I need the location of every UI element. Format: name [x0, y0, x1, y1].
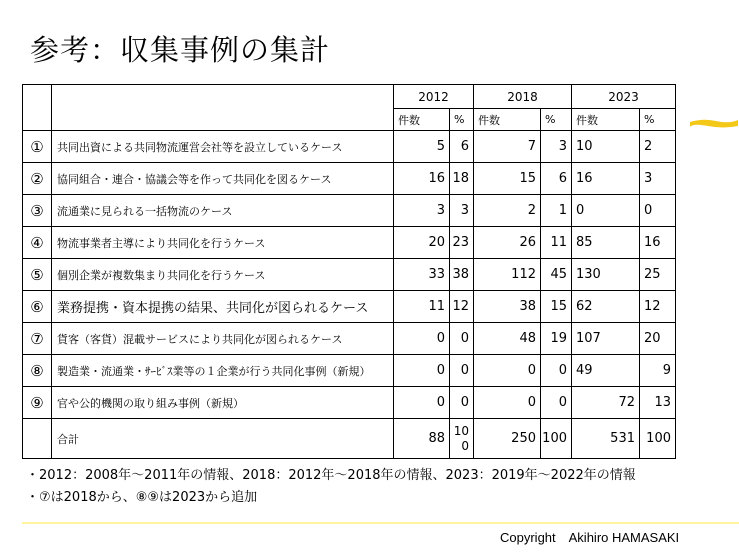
row-number: ⑧: [23, 355, 52, 387]
footnote-period: ・2012：2008年～2011年の情報、2018：2012年～2018年の情報、2023：2019年～2022年の情報: [26, 468, 636, 483]
value-cell: 112: [474, 259, 541, 291]
copyright: Copyright Akihiro HAMASAKI: [500, 530, 680, 545]
value-cell: 107: [572, 323, 640, 355]
value-cell: 15: [541, 291, 572, 323]
corner-cell: [23, 85, 52, 131]
table-row: [23, 163, 676, 195]
value-cell: 23: [450, 227, 474, 259]
table-row: [23, 259, 676, 291]
table-row: [23, 227, 676, 259]
value-cell: 0: [450, 355, 474, 387]
pct-line-2: 0: [461, 438, 469, 453]
pct-line-1: 10: [453, 423, 469, 438]
value-cell: 0: [450, 323, 474, 355]
row-number: ⑨: [23, 387, 52, 419]
value-cell: 38: [474, 291, 541, 323]
year-header-row: [23, 85, 676, 109]
value-cell: 1: [541, 195, 572, 227]
table-row: [23, 323, 676, 355]
value-cell: 48: [474, 323, 541, 355]
value-cell: 18: [450, 163, 474, 195]
value-cell: 0: [572, 195, 640, 227]
value-cell: 0: [474, 387, 541, 419]
year-2012-header: 2012: [394, 85, 474, 109]
value-cell: 15: [474, 163, 541, 195]
total-label: 合計: [52, 419, 394, 459]
row-number: ④: [23, 227, 52, 259]
total-row: [23, 419, 676, 459]
total-number-cell: [23, 419, 52, 459]
count-header: 件数: [394, 109, 450, 131]
value-cell: 25: [640, 259, 676, 291]
highlighter-mark: [688, 116, 739, 130]
value-cell: 130: [572, 259, 640, 291]
row-number: ②: [23, 163, 52, 195]
value-cell: 6: [450, 131, 474, 163]
value-cell: 2: [474, 195, 541, 227]
year-2023-header: 2023: [572, 85, 676, 109]
divider-line: [22, 522, 739, 524]
value-cell: 33: [394, 259, 450, 291]
row-number: ⑤: [23, 259, 52, 291]
value-cell: 12: [640, 291, 676, 323]
footnote-additions: ・⑦は2018から、⑧⑨は2023から追加: [26, 490, 258, 505]
value-cell: 20: [394, 227, 450, 259]
value-cell: 0: [541, 387, 572, 419]
row-label: 官や公的機関の取り組み事例（新規）: [52, 387, 394, 419]
value-cell: 12: [450, 291, 474, 323]
value-cell: 0: [640, 195, 676, 227]
value-cell: 11: [541, 227, 572, 259]
value-cell: 49: [572, 355, 640, 387]
value-cell: 88: [394, 419, 450, 459]
value-cell: 3: [450, 195, 474, 227]
value-cell: 5: [394, 131, 450, 163]
summary-table: [22, 84, 676, 459]
value-cell: 9: [640, 355, 676, 387]
value-cell: 11: [394, 291, 450, 323]
table-row: [23, 291, 676, 323]
row-label: 業務提携・資本提携の結果、共同化が図られるケース: [52, 291, 394, 323]
value-cell: 0: [394, 323, 450, 355]
count-header: 件数: [572, 109, 640, 131]
table-row: [23, 131, 676, 163]
count-header: 件数: [474, 109, 541, 131]
value-cell: 100: [640, 419, 676, 459]
pct-header: %: [450, 109, 474, 131]
value-cell: 3: [541, 131, 572, 163]
row-label: 共同出資による共同物流運営会社等を設立しているケース: [52, 131, 394, 163]
value-cell: 45: [541, 259, 572, 291]
row-label: 個別企業が複数集まり共同化を行うケース: [52, 259, 394, 291]
pct-header: %: [541, 109, 572, 131]
total-pct-2012: [450, 419, 474, 459]
table-row: [23, 387, 676, 419]
value-cell: 16: [572, 163, 640, 195]
value-cell: 0: [450, 387, 474, 419]
row-label: 製造業・流通業・ｻｰﾋﾞｽ業等の１企業が行う共同化事例（新規）: [52, 355, 394, 387]
label-header-cell: [52, 85, 394, 131]
row-number: ①: [23, 131, 52, 163]
value-cell: 250: [474, 419, 541, 459]
value-cell: 6: [541, 163, 572, 195]
value-cell: 20: [640, 323, 676, 355]
value-cell: 16: [640, 227, 676, 259]
value-cell: 0: [394, 387, 450, 419]
value-cell: 0: [474, 355, 541, 387]
value-cell: 2: [640, 131, 676, 163]
value-cell: 0: [541, 355, 572, 387]
value-cell: 38: [450, 259, 474, 291]
row-label: 協同組合・連合・協議会等を作って共同化を図るケース: [52, 163, 394, 195]
row-label: 貨客（客貨）混載サービスにより共同化が図られるケース: [52, 323, 394, 355]
value-cell: 531: [572, 419, 640, 459]
pct-header: %: [640, 109, 676, 131]
value-cell: 85: [572, 227, 640, 259]
value-cell: 72: [572, 387, 640, 419]
value-cell: 10: [572, 131, 640, 163]
table-row: [23, 195, 676, 227]
year-2018-header: 2018: [474, 85, 572, 109]
value-cell: 100: [541, 419, 572, 459]
value-cell: 16: [394, 163, 450, 195]
value-cell: 3: [640, 163, 676, 195]
value-cell: 7: [474, 131, 541, 163]
row-number: ⑥: [23, 291, 52, 323]
row-number: ③: [23, 195, 52, 227]
value-cell: 62: [572, 291, 640, 323]
value-cell: 13: [640, 387, 676, 419]
value-cell: 26: [474, 227, 541, 259]
table-row: [23, 355, 676, 387]
value-cell: 3: [394, 195, 450, 227]
value-cell: 19: [541, 323, 572, 355]
value-cell: 0: [394, 355, 450, 387]
page-title: 参考：収集事例の集計: [30, 33, 331, 67]
row-label: 流通業に見られる一括物流のケース: [52, 195, 394, 227]
row-number: ⑦: [23, 323, 52, 355]
row-label: 物流事業者主導により共同化を行うケース: [52, 227, 394, 259]
